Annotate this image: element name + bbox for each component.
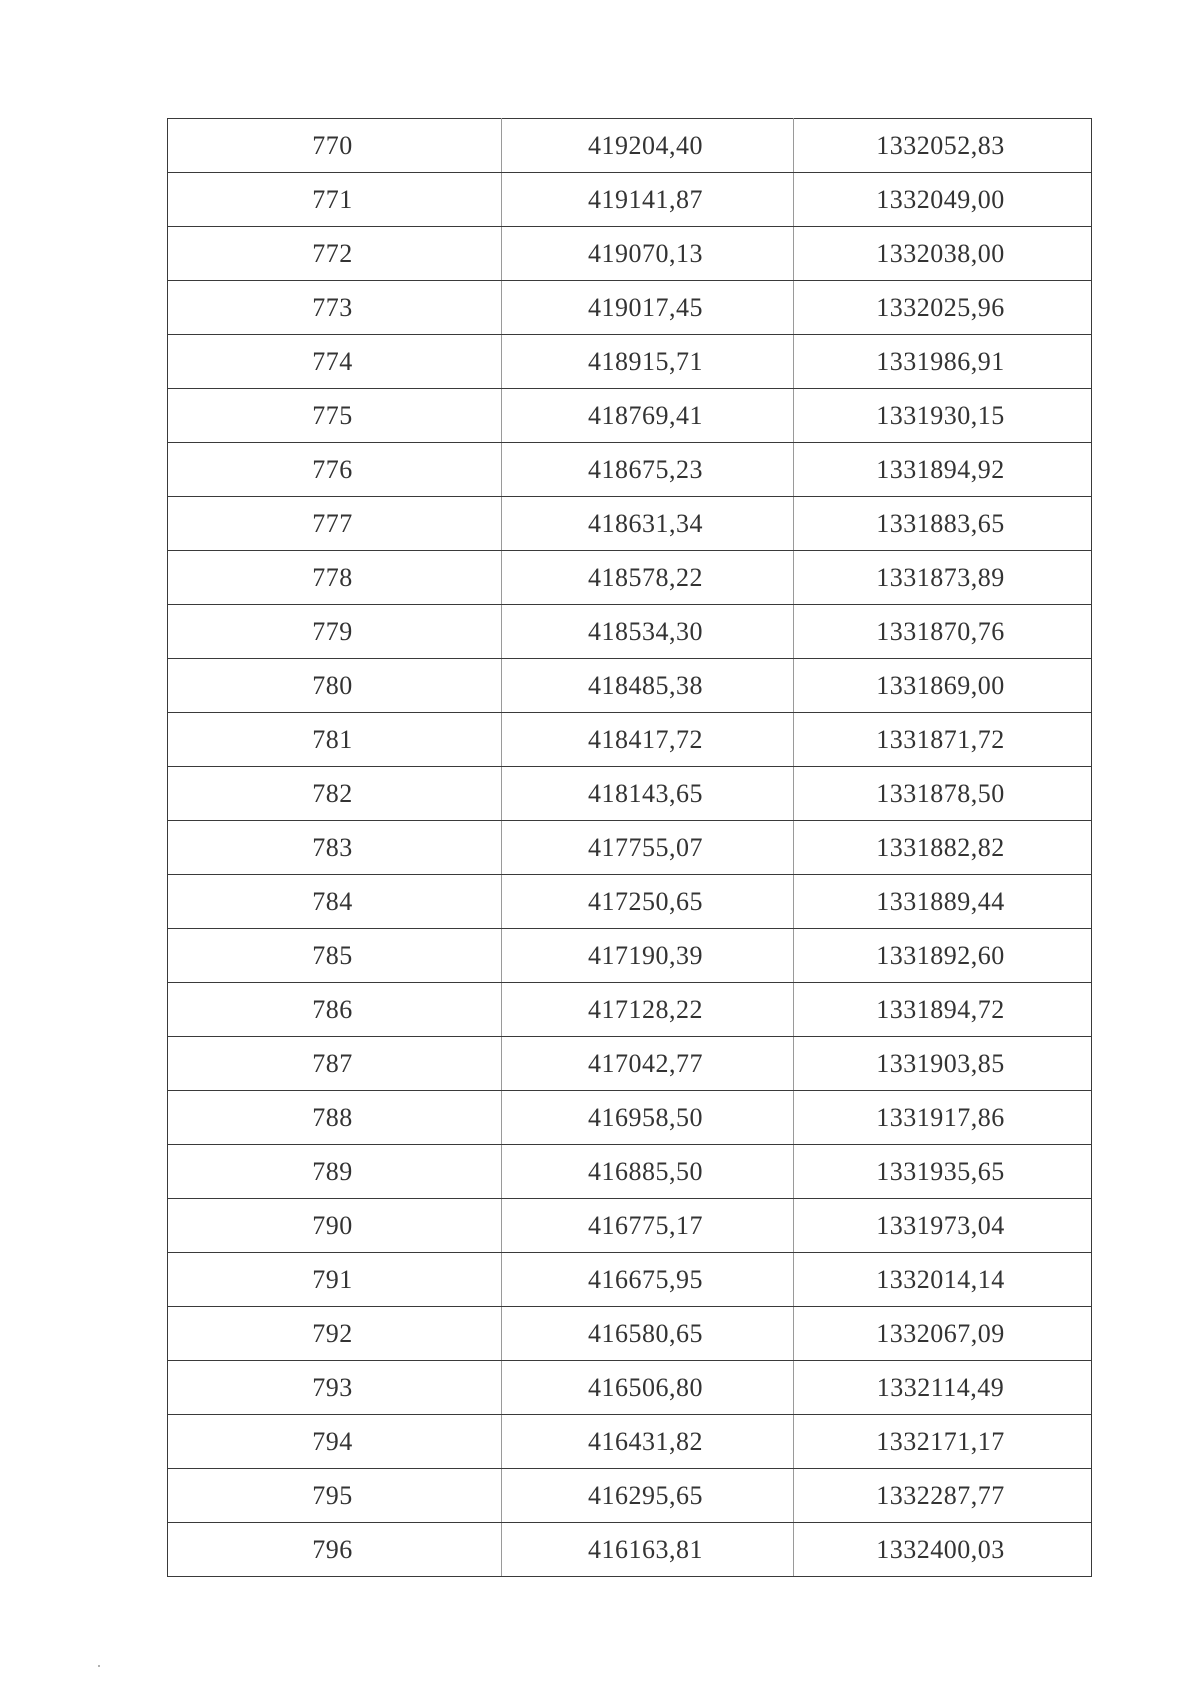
point-number-cell: 783 bbox=[168, 821, 502, 875]
point-number-cell: 787 bbox=[168, 1037, 502, 1091]
x-coordinate-cell: 419070,13 bbox=[502, 227, 794, 281]
y-coordinate-cell: 1331935,65 bbox=[794, 1145, 1092, 1199]
table-row bbox=[168, 389, 1092, 443]
x-coordinate-cell: 416506,80 bbox=[502, 1361, 794, 1415]
table-row bbox=[168, 767, 1092, 821]
table-row bbox=[168, 1145, 1092, 1199]
y-coordinate-cell: 1331892,60 bbox=[794, 929, 1092, 983]
point-number-cell: 772 bbox=[168, 227, 502, 281]
y-coordinate-cell: 1331889,44 bbox=[794, 875, 1092, 929]
y-coordinate-cell: 1331973,04 bbox=[794, 1199, 1092, 1253]
y-coordinate-cell: 1332052,83 bbox=[794, 119, 1092, 173]
table-row bbox=[168, 173, 1092, 227]
table-row bbox=[168, 551, 1092, 605]
y-coordinate-cell: 1331878,50 bbox=[794, 767, 1092, 821]
table-row bbox=[168, 227, 1092, 281]
x-coordinate-cell: 418631,34 bbox=[502, 497, 794, 551]
table-row bbox=[168, 1469, 1092, 1523]
x-coordinate-cell: 418485,38 bbox=[502, 659, 794, 713]
x-coordinate-cell: 418675,23 bbox=[502, 443, 794, 497]
point-number-cell: 794 bbox=[168, 1415, 502, 1469]
point-number-cell: 774 bbox=[168, 335, 502, 389]
point-number-cell: 780 bbox=[168, 659, 502, 713]
table-row bbox=[168, 497, 1092, 551]
table-row bbox=[168, 1523, 1092, 1577]
table-row bbox=[168, 335, 1092, 389]
x-coordinate-cell: 417190,39 bbox=[502, 929, 794, 983]
table-row bbox=[168, 1037, 1092, 1091]
table-row bbox=[168, 119, 1092, 173]
point-number-cell: 779 bbox=[168, 605, 502, 659]
x-coordinate-cell: 416675,95 bbox=[502, 1253, 794, 1307]
x-coordinate-cell: 417128,22 bbox=[502, 983, 794, 1037]
table-row bbox=[168, 605, 1092, 659]
y-coordinate-cell: 1332400,03 bbox=[794, 1523, 1092, 1577]
y-coordinate-cell: 1331930,15 bbox=[794, 389, 1092, 443]
y-coordinate-cell: 1331917,86 bbox=[794, 1091, 1092, 1145]
y-coordinate-cell: 1332049,00 bbox=[794, 173, 1092, 227]
point-number-cell: 795 bbox=[168, 1469, 502, 1523]
x-coordinate-cell: 418534,30 bbox=[502, 605, 794, 659]
x-coordinate-cell: 418143,65 bbox=[502, 767, 794, 821]
x-coordinate-cell: 416431,82 bbox=[502, 1415, 794, 1469]
point-number-cell: 775 bbox=[168, 389, 502, 443]
x-coordinate-cell: 416958,50 bbox=[502, 1091, 794, 1145]
table-row bbox=[168, 281, 1092, 335]
point-number-cell: 788 bbox=[168, 1091, 502, 1145]
point-number-cell: 791 bbox=[168, 1253, 502, 1307]
table-row bbox=[168, 929, 1092, 983]
x-coordinate-cell: 418915,71 bbox=[502, 335, 794, 389]
x-coordinate-cell: 417755,07 bbox=[502, 821, 794, 875]
table-row bbox=[168, 659, 1092, 713]
y-coordinate-cell: 1332171,17 bbox=[794, 1415, 1092, 1469]
point-number-cell: 789 bbox=[168, 1145, 502, 1199]
y-coordinate-cell: 1332038,00 bbox=[794, 227, 1092, 281]
x-coordinate-cell: 419204,40 bbox=[502, 119, 794, 173]
point-number-cell: 778 bbox=[168, 551, 502, 605]
coordinates-table-body bbox=[168, 119, 1092, 1577]
table-row bbox=[168, 821, 1092, 875]
y-coordinate-cell: 1331869,00 bbox=[794, 659, 1092, 713]
point-number-cell: 776 bbox=[168, 443, 502, 497]
y-coordinate-cell: 1332014,14 bbox=[794, 1253, 1092, 1307]
table-row bbox=[168, 875, 1092, 929]
y-coordinate-cell: 1332114,49 bbox=[794, 1361, 1092, 1415]
point-number-cell: 777 bbox=[168, 497, 502, 551]
point-number-cell: 785 bbox=[168, 929, 502, 983]
x-coordinate-cell: 418578,22 bbox=[502, 551, 794, 605]
y-coordinate-cell: 1331894,92 bbox=[794, 443, 1092, 497]
x-coordinate-cell: 419017,45 bbox=[502, 281, 794, 335]
table-row bbox=[168, 1091, 1092, 1145]
x-coordinate-cell: 417250,65 bbox=[502, 875, 794, 929]
table-row bbox=[168, 443, 1092, 497]
y-coordinate-cell: 1331873,89 bbox=[794, 551, 1092, 605]
x-coordinate-cell: 416580,65 bbox=[502, 1307, 794, 1361]
x-coordinate-cell: 416163,81 bbox=[502, 1523, 794, 1577]
x-coordinate-cell: 419141,87 bbox=[502, 173, 794, 227]
y-coordinate-cell: 1331870,76 bbox=[794, 605, 1092, 659]
point-number-cell: 792 bbox=[168, 1307, 502, 1361]
table-row bbox=[168, 713, 1092, 767]
y-coordinate-cell: 1331986,91 bbox=[794, 335, 1092, 389]
point-number-cell: 770 bbox=[168, 119, 502, 173]
x-coordinate-cell: 416775,17 bbox=[502, 1199, 794, 1253]
point-number-cell: 782 bbox=[168, 767, 502, 821]
table-row bbox=[168, 983, 1092, 1037]
table-row bbox=[168, 1307, 1092, 1361]
x-coordinate-cell: 416295,65 bbox=[502, 1469, 794, 1523]
point-number-cell: 781 bbox=[168, 713, 502, 767]
x-coordinate-cell: 417042,77 bbox=[502, 1037, 794, 1091]
table-row bbox=[168, 1253, 1092, 1307]
x-coordinate-cell: 418417,72 bbox=[502, 713, 794, 767]
y-coordinate-cell: 1331871,72 bbox=[794, 713, 1092, 767]
y-coordinate-cell: 1332067,09 bbox=[794, 1307, 1092, 1361]
coordinates-table bbox=[167, 118, 1092, 1577]
point-number-cell: 784 bbox=[168, 875, 502, 929]
y-coordinate-cell: 1331882,82 bbox=[794, 821, 1092, 875]
point-number-cell: 790 bbox=[168, 1199, 502, 1253]
point-number-cell: 786 bbox=[168, 983, 502, 1037]
point-number-cell: 773 bbox=[168, 281, 502, 335]
table-row bbox=[168, 1415, 1092, 1469]
table-row bbox=[168, 1199, 1092, 1253]
point-number-cell: 771 bbox=[168, 173, 502, 227]
scan-speck bbox=[98, 1665, 100, 1667]
y-coordinate-cell: 1331903,85 bbox=[794, 1037, 1092, 1091]
table-row bbox=[168, 1361, 1092, 1415]
y-coordinate-cell: 1331883,65 bbox=[794, 497, 1092, 551]
point-number-cell: 796 bbox=[168, 1523, 502, 1577]
y-coordinate-cell: 1332025,96 bbox=[794, 281, 1092, 335]
x-coordinate-cell: 418769,41 bbox=[502, 389, 794, 443]
y-coordinate-cell: 1331894,72 bbox=[794, 983, 1092, 1037]
y-coordinate-cell: 1332287,77 bbox=[794, 1469, 1092, 1523]
x-coordinate-cell: 416885,50 bbox=[502, 1145, 794, 1199]
point-number-cell: 793 bbox=[168, 1361, 502, 1415]
